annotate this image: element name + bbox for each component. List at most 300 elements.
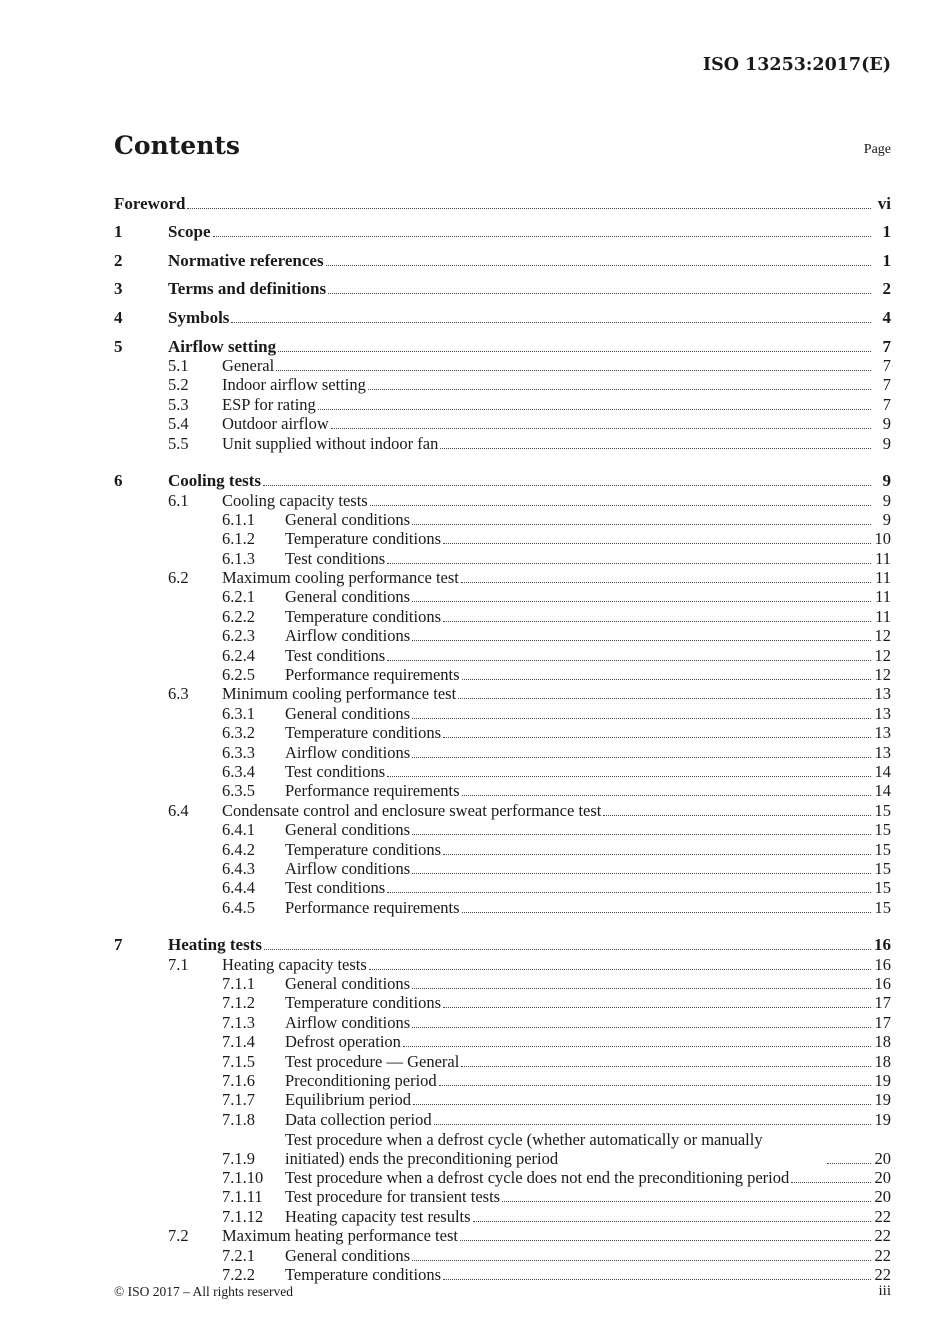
toc-entry-title: Airflow conditions (285, 742, 411, 762)
toc-entry-title-wrapper (222, 955, 891, 974)
dot-leader (443, 543, 871, 544)
dot-leader (368, 389, 871, 390)
toc-entry[interactable] (114, 1032, 891, 1051)
toc-entry-number: 7.1.6 (222, 1071, 255, 1091)
toc-entry-number: 5 (114, 336, 123, 356)
toc-entry-number: 5.4 (168, 414, 189, 434)
dot-leader (461, 1066, 871, 1067)
dot-leader (412, 757, 871, 758)
dot-leader (278, 351, 871, 352)
toc-entry-number: 6.4.2 (222, 839, 255, 859)
toc-entry-title: General conditions (285, 974, 411, 994)
contents-heading: Contents (114, 131, 241, 160)
toc-entry-title: Airflow conditions (285, 858, 411, 878)
toc-entry-page: 15 (874, 800, 891, 820)
toc-entry-title-wrapper (285, 743, 891, 762)
toc-entry-title: Foreword (114, 193, 186, 213)
table-of-contents (114, 184, 891, 1284)
toc-entry-title-wrapper (168, 251, 891, 270)
dot-leader (387, 776, 871, 777)
toc-entry[interactable] (114, 606, 891, 625)
dot-leader (473, 1221, 871, 1222)
toc-entry[interactable] (114, 529, 891, 548)
toc-entry-title-wrapper (285, 665, 891, 684)
toc-entry[interactable] (114, 723, 891, 742)
toc-entry-title: Temperature conditions (285, 606, 442, 626)
toc-entry-title: Symbols (168, 307, 230, 327)
toc-entry[interactable] (114, 926, 891, 955)
toc-entry-page: 13 (874, 742, 891, 762)
toc-entry-title-wrapper (285, 898, 891, 917)
toc-entry-title-wrapper (168, 471, 891, 490)
toc-entry-page: 1 (882, 250, 891, 270)
toc-entry-number: 5.2 (168, 375, 189, 395)
toc-entry-page: 1 (882, 222, 891, 242)
dot-leader (413, 1104, 871, 1105)
toc-entry-number: 6.2.4 (222, 645, 255, 665)
dot-leader (328, 293, 871, 294)
toc-entry-title-wrapper (285, 1246, 891, 1265)
toc-entry-page: 4 (882, 307, 891, 327)
dot-leader (439, 1085, 871, 1086)
toc-entry-title: Preconditioning period (285, 1071, 437, 1091)
toc-entry-page: 9 (882, 471, 891, 491)
dot-leader (326, 265, 871, 266)
toc-entry-number: 6.3.1 (222, 703, 255, 723)
toc-entry-page: 18 (874, 1051, 891, 1071)
dot-leader (412, 834, 871, 835)
toc-entry-title-wrapper (285, 529, 891, 548)
toc-entry-title-wrapper (285, 607, 891, 626)
toc-entry-page: 14 (874, 781, 891, 801)
toc-entry[interactable] (114, 742, 891, 761)
toc-entry-title: Scope (168, 222, 211, 242)
toc-entry-number: 7.1.4 (222, 1032, 255, 1052)
toc-entry-title-wrapper (168, 337, 891, 356)
toc-entry[interactable] (114, 974, 891, 993)
toc-entry[interactable] (114, 1051, 891, 1070)
dot-leader (276, 370, 871, 371)
toc-entry[interactable] (114, 1187, 891, 1206)
toc-entry[interactable] (114, 781, 891, 800)
toc-entry[interactable] (114, 327, 891, 356)
toc-entry-title-wrapper (222, 801, 891, 820)
toc-entry-number: 7.1.3 (222, 1012, 255, 1032)
toc-entry-title-wrapper (285, 1265, 891, 1284)
toc-entry-number: 7.1.9 (222, 1148, 255, 1168)
toc-entry-number: 7.1.8 (222, 1109, 255, 1129)
dot-leader (440, 448, 871, 449)
dot-leader (412, 601, 871, 602)
toc-entry-title-wrapper (285, 1052, 891, 1071)
toc-entry-page: 9 (882, 490, 891, 510)
toc-entry-title: Test conditions (285, 878, 386, 898)
toc-entry-number: 7.1.11 (222, 1187, 263, 1207)
toc-entry-title: ESP for rating (222, 394, 316, 414)
toc-entry-page: 12 (874, 626, 891, 646)
toc-entry-number: 6.1.1 (222, 509, 255, 529)
toc-entry-title-wrapper (168, 279, 891, 298)
toc-entry-page: 11 (875, 606, 891, 626)
toc-entry-title: Cooling capacity tests (222, 490, 368, 510)
toc-entry-title-wrapper (285, 646, 891, 665)
toc-entry[interactable] (114, 587, 891, 606)
toc-entry-title-wrapper (285, 549, 891, 568)
dot-leader (264, 949, 871, 950)
toc-entry-page: 14 (874, 761, 891, 781)
toc-entry[interactable] (114, 394, 891, 413)
toc-entry-title: Condensate control and enclosure sweat performance test (222, 800, 602, 820)
toc-entry-title: Heating capacity test results (285, 1206, 471, 1226)
toc-entry-number: 6.3.3 (222, 742, 255, 762)
dot-leader (603, 815, 871, 816)
toc-entry-number: 7.1 (168, 954, 189, 974)
toc-entry[interactable] (114, 1129, 891, 1168)
dot-leader (187, 208, 871, 209)
toc-entry[interactable] (114, 184, 891, 213)
toc-entry-page: 18 (874, 1032, 891, 1052)
toc-entry-title: Data collection period (285, 1109, 432, 1129)
dot-leader (412, 988, 871, 989)
toc-entry-title: Temperature conditions (285, 529, 442, 549)
toc-entry-title-wrapper (168, 222, 891, 241)
dot-leader (387, 660, 871, 661)
toc-entry[interactable] (114, 626, 891, 645)
dot-leader (412, 718, 871, 719)
toc-entry-number: 2 (114, 250, 123, 270)
toc-entry-number: 6.2.5 (222, 665, 255, 685)
toc-entry-title-wrapper (285, 840, 891, 859)
toc-entry-title: Test procedure for transient tests (285, 1187, 501, 1207)
toc-entry[interactable] (114, 1168, 891, 1187)
toc-entry-page: 15 (874, 878, 891, 898)
toc-entry-page: 2 (882, 279, 891, 299)
dot-leader (370, 505, 871, 506)
toc-entry-title-wrapper (114, 194, 891, 213)
toc-entry-title-wrapper (285, 993, 891, 1012)
dot-leader (502, 1201, 871, 1202)
toc-entry-number: 6.2.3 (222, 626, 255, 646)
toc-entry[interactable] (114, 1012, 891, 1031)
toc-entry-page: 9 (882, 433, 891, 453)
dot-leader (263, 485, 871, 486)
dot-leader (213, 236, 872, 237)
toc-entry-number: 6.4.3 (222, 858, 255, 878)
toc-entry-number: 6.3.2 (222, 723, 255, 743)
toc-entry-title: Performance requirements (285, 781, 460, 801)
dot-leader (462, 679, 871, 680)
dot-leader (443, 1279, 871, 1280)
toc-entry-title-wrapper (285, 781, 891, 800)
toc-entry-page: 7 (882, 336, 891, 356)
toc-entry-number: 6.4.5 (222, 897, 255, 917)
toc-entry-title: Terms and definitions (168, 279, 327, 299)
toc-entry[interactable] (114, 414, 891, 433)
toc-entry-title-wrapper (285, 878, 891, 897)
toc-entry[interactable] (114, 1071, 891, 1090)
toc-entry-number: 6.3.5 (222, 781, 255, 801)
toc-entry[interactable] (114, 859, 891, 878)
toc-entry-title: General conditions (285, 1245, 411, 1265)
toc-entry[interactable] (114, 703, 891, 722)
toc-entry-page: 12 (874, 645, 891, 665)
toc-entry-title-wrapper (285, 1168, 891, 1187)
toc-entry-number: 4 (114, 307, 123, 327)
dot-leader (412, 524, 871, 525)
dot-leader (443, 1007, 871, 1008)
dot-leader (412, 873, 871, 874)
toc-entry-number: 6.1 (168, 490, 189, 510)
toc-entry-title: Temperature conditions (285, 723, 442, 743)
toc-entry-page: 17 (874, 993, 891, 1013)
toc-entry-page: 9 (882, 509, 891, 529)
toc-entry-title-wrapper (222, 1226, 891, 1245)
toc-entry-number: 7.1.10 (222, 1168, 264, 1187)
toc-entry-title-wrapper (285, 1013, 891, 1032)
toc-entry-title: Maximum cooling performance test (222, 568, 459, 588)
toc-entry-title-wrapper (285, 974, 891, 993)
toc-entry[interactable] (114, 241, 891, 270)
dot-leader (412, 640, 871, 641)
toc-entry-title-wrapper (285, 626, 891, 645)
toc-entry-number: 6.3 (168, 684, 189, 704)
dot-leader (462, 912, 871, 913)
toc-entry-page: 7 (882, 375, 891, 395)
toc-entry-page: 22 (874, 1226, 891, 1246)
toc-entry-title: Normative references (168, 250, 324, 270)
toc-entry[interactable] (114, 270, 891, 299)
toc-entry-title: Performance requirements (285, 897, 460, 917)
toc-entry-page: 16 (874, 954, 891, 974)
page-number: iii (878, 1283, 891, 1299)
toc-entry-title-wrapper (222, 434, 891, 453)
toc-entry-title-wrapper (285, 1187, 891, 1206)
standard-identifier: ISO 13253:2017(E) (702, 55, 891, 75)
toc-entry-title-wrapper (222, 375, 891, 394)
toc-entry-title-wrapper (285, 723, 891, 742)
toc-entry-title: General conditions (285, 820, 411, 840)
toc-entry-number: 6 (114, 471, 123, 491)
toc-entry[interactable] (114, 213, 891, 242)
toc-entry-page: 19 (874, 1109, 891, 1129)
dot-leader (412, 1260, 871, 1261)
dot-leader (460, 1240, 871, 1241)
toc-entry-title: Heating tests (168, 935, 262, 955)
toc-entry-title-wrapper (285, 1071, 891, 1090)
toc-entry-number: 7.1.1 (222, 974, 255, 994)
toc-entry-title: Test procedure when a defrost cycle does not end the preconditioning period (285, 1168, 790, 1187)
toc-entry-page: 15 (874, 858, 891, 878)
toc-entry[interactable] (114, 897, 891, 916)
toc-entry-page: 20 (874, 1148, 891, 1168)
toc-entry-title-wrapper (285, 510, 891, 529)
toc-entry-number: 6.1.3 (222, 548, 255, 568)
toc-entry-number: 6.4.1 (222, 820, 255, 840)
page-column-label: Page (863, 142, 891, 157)
toc-entry-title-wrapper (168, 935, 891, 954)
toc-entry[interactable] (114, 993, 891, 1012)
toc-entry-number: 6.2 (168, 568, 189, 588)
toc-entry-title-wrapper (222, 491, 891, 510)
toc-entry[interactable] (114, 356, 891, 375)
toc-entry-page: 15 (874, 897, 891, 917)
dot-leader (434, 1124, 871, 1125)
toc-entry-title: Defrost operation (285, 1032, 401, 1052)
toc-entry-number: 7 (114, 935, 123, 955)
toc-entry-title-wrapper (285, 1207, 891, 1226)
toc-entry[interactable] (114, 510, 891, 529)
toc-entry-title-wrapper (222, 395, 891, 414)
toc-entry-number: 1 (114, 222, 123, 242)
toc-entry[interactable] (114, 1265, 891, 1284)
toc-entry-number: 5.3 (168, 394, 189, 414)
toc-entry[interactable] (114, 490, 891, 509)
toc-entry[interactable] (114, 298, 891, 327)
toc-entry-title: Temperature conditions (285, 993, 442, 1013)
toc-entry-title: Test procedure — General (285, 1051, 460, 1071)
dot-leader (461, 582, 871, 583)
toc-entry-title: Cooling tests (168, 471, 262, 491)
toc-entry-title: Indoor airflow setting (222, 375, 366, 395)
toc-entry-number: 7.1.7 (222, 1090, 255, 1110)
toc-entry-title-wrapper (285, 1130, 891, 1168)
toc-entry-title: Airflow setting (168, 336, 277, 356)
dot-leader (403, 1046, 871, 1047)
dot-leader (443, 621, 871, 622)
toc-entry-page: 11 (875, 548, 891, 568)
toc-entry[interactable] (114, 462, 891, 491)
dot-leader (387, 892, 871, 893)
toc-entry[interactable] (114, 568, 891, 587)
toc-entry[interactable] (114, 1090, 891, 1109)
toc-entry[interactable] (114, 800, 891, 819)
toc-entry-title-wrapper (222, 684, 891, 703)
toc-entry-title: Test conditions (285, 761, 386, 781)
copyright-notice: © ISO 2017 – All rights reserved (114, 1284, 293, 1299)
toc-entry-title-wrapper (222, 568, 891, 587)
toc-entry-page: 12 (874, 665, 891, 685)
toc-entry-number: 7.1.12 (222, 1206, 264, 1226)
toc-entry[interactable] (114, 1206, 891, 1225)
toc-entry-page: 10 (874, 529, 891, 549)
toc-entry-title-wrapper (285, 1090, 891, 1109)
toc-entry-title: Temperature conditions (285, 839, 442, 859)
toc-entry[interactable] (114, 820, 891, 839)
toc-entry-title-wrapper (168, 308, 891, 327)
toc-entry-number: 7.1.5 (222, 1051, 255, 1071)
toc-entry-number: 6.1.2 (222, 529, 255, 549)
toc-entry-page: vi (877, 193, 891, 213)
toc-entry[interactable] (114, 1226, 891, 1245)
toc-entry[interactable] (114, 665, 891, 684)
toc-entry-page: 22 (874, 1245, 891, 1265)
toc-entry-page: 7 (882, 355, 891, 375)
toc-entry[interactable] (114, 375, 891, 394)
toc-entry-number: 3 (114, 279, 123, 299)
toc-entry-page: 20 (874, 1168, 891, 1187)
toc-entry-page: 13 (874, 684, 891, 704)
dot-leader (791, 1182, 871, 1183)
toc-entry[interactable] (114, 878, 891, 897)
dot-leader (462, 795, 871, 796)
toc-entry-number: 6.3.4 (222, 761, 255, 781)
toc-entry[interactable] (114, 1109, 891, 1128)
toc-entry-title: General conditions (285, 703, 411, 723)
dot-leader (443, 737, 871, 738)
toc-entry-page: 17 (874, 1012, 891, 1032)
toc-entry[interactable] (114, 762, 891, 781)
toc-entry-title: Minimum cooling performance test (222, 684, 457, 704)
toc-entry-title: Test conditions (285, 548, 386, 568)
toc-entry[interactable] (114, 1245, 891, 1264)
toc-entry-title: Airflow conditions (285, 626, 411, 646)
toc-entry[interactable] (114, 954, 891, 973)
dot-leader (827, 1163, 871, 1164)
toc-entry-page: 19 (874, 1071, 891, 1091)
toc-entry-number: 5.1 (168, 355, 189, 375)
toc-entry-number: 6.2.1 (222, 587, 255, 607)
toc-entry-number: 7.2.2 (222, 1264, 255, 1284)
toc-entry-number: 7.1.2 (222, 993, 255, 1013)
toc-entry-number: 6.2.2 (222, 606, 255, 626)
toc-entry-page: 13 (874, 703, 891, 723)
toc-entry-page: 13 (874, 723, 891, 743)
toc-entry[interactable] (114, 433, 891, 452)
toc-entry-title: Test conditions (285, 645, 386, 665)
toc-entry-title-wrapper (222, 414, 891, 433)
dot-leader (318, 409, 871, 410)
dot-leader (231, 322, 871, 323)
dot-leader (387, 563, 871, 564)
dot-leader (331, 428, 871, 429)
toc-entry-number: 7.2 (168, 1226, 189, 1246)
toc-entry-title: Test procedure when a defrost cycle (whether automatically or manually initiated) ends the preconditioning period (285, 1130, 827, 1168)
toc-entry-title-wrapper (285, 762, 891, 781)
toc-entry-number: 7.2.1 (222, 1245, 255, 1265)
toc-entry-page: 22 (874, 1264, 891, 1284)
toc-entry[interactable] (114, 548, 891, 567)
dot-leader (458, 698, 871, 699)
toc-entry-title-wrapper (285, 1032, 891, 1051)
toc-entry-title: Unit supplied without indoor fan (222, 433, 439, 453)
toc-entry-title-wrapper (222, 356, 891, 375)
toc-entry-page: 19 (874, 1090, 891, 1110)
dot-leader (443, 854, 871, 855)
toc-entry-page: 16 (874, 935, 891, 955)
toc-entry-page: 22 (874, 1206, 891, 1226)
toc-entry-title-wrapper (285, 587, 891, 606)
toc-entry-title-wrapper (285, 859, 891, 878)
toc-entry-title: General conditions (285, 587, 411, 607)
toc-entry-number: 6.4 (168, 800, 189, 820)
toc-entry-title: Airflow conditions (285, 1012, 411, 1032)
dot-leader (412, 1027, 871, 1028)
toc-entry-title: Outdoor airflow (222, 414, 329, 434)
toc-entry-title-wrapper (285, 1110, 891, 1129)
toc-entry-page: 15 (874, 820, 891, 840)
toc-entry[interactable] (114, 645, 891, 664)
toc-entry-page: 11 (875, 568, 891, 588)
toc-entry[interactable] (114, 839, 891, 858)
toc-entry-title-wrapper (285, 820, 891, 839)
toc-entry-title: General conditions (285, 509, 411, 529)
toc-entry-page: 11 (875, 587, 891, 607)
toc-entry-title-wrapper (285, 704, 891, 723)
toc-entry-number: 6.4.4 (222, 878, 255, 898)
toc-entry[interactable] (114, 684, 891, 703)
toc-entry-page: 16 (874, 974, 891, 994)
toc-entry-page: 7 (882, 394, 891, 414)
